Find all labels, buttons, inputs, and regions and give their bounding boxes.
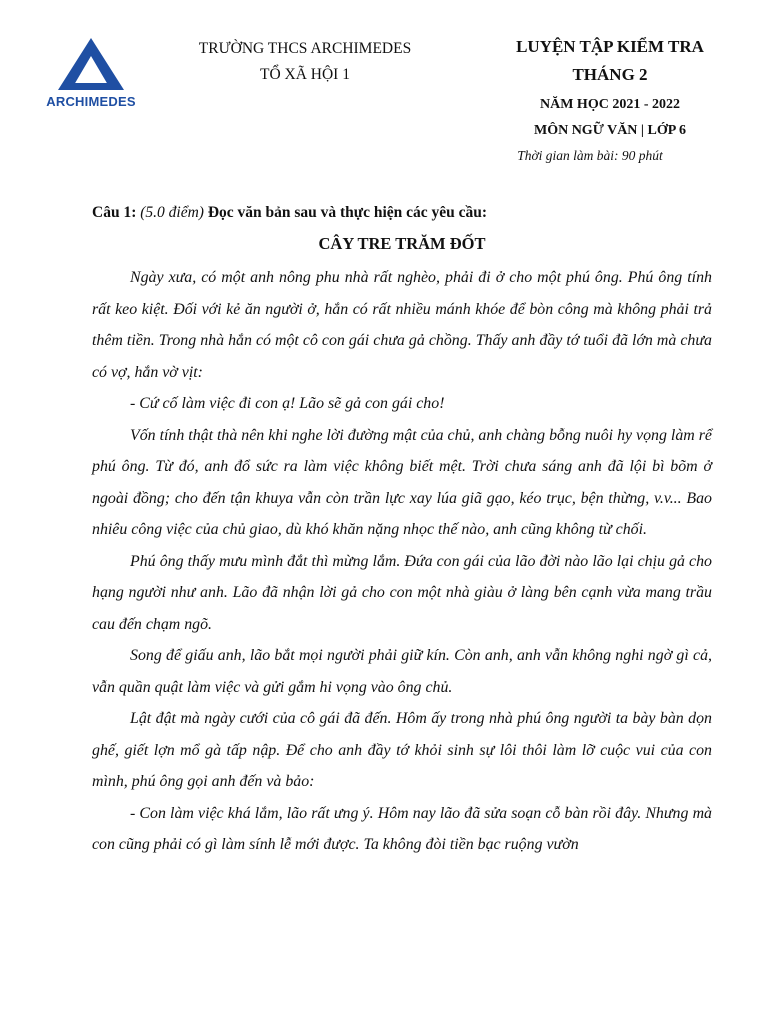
story-paragraph: - Con làm việc khá lắm, lão rất ưng ý. Hôm nay lão đã sửa soạn cỗ bàn rồi đây. Nhưng mà con cũng phải có gì làm sính lễ mới được. Ta không đòi tiền bạc ruộng vườn <box>92 804 712 853</box>
school-logo <box>38 36 144 114</box>
story-paragraph: Vốn tính thật thà nên khi nghe lời đường mật của chủ, anh chàng bỗng nuôi hy vọng làm rể phú ông. Từ đó, anh đổ sức ra làm việc không biết mệt. Trời chưa sáng anh đã lội bì bõm ở ngoài đồng; cho đến tận khuya vẫn còn trần lực xay lúa giã gạo, kéo trục, bện thừng, v.v... Bao nhiêu công việc của chủ giao, dù khó khăn nặng nhọc thế nào, anh cũng không từ chối. <box>92 426 712 538</box>
department-name: TỔ XÃ HỘI 1 <box>260 66 350 83</box>
story-paragraph: Song để giấu anh, lão bắt mọi người phải giữ kín. Còn anh, anh vẫn không nghi ngờ gì cả, vẫn quần quật làm việc và gửi gắm hi vọng vào ông chủ. <box>92 647 712 696</box>
subject-grade: MÔN NGỮ VĂN | LỚP 6 <box>533 123 687 138</box>
story-title: CÂY TRE TRĂM ĐỐT <box>318 234 486 253</box>
question-instruction: Đọc văn bản sau và thực hiện các yêu cầu: <box>207 204 488 221</box>
logo-text: ARCHIMEDES <box>46 94 136 109</box>
story-paragraph: Lật đật mà ngày cưới của cô gái đã đến. Hôm ấy trong nhà phú ông người ta bày bàn dọn ghế, giết lợn mổ gà tấp nập. Để cho anh đầy tớ khỏi sinh sự lôi thôi làm lỡ cuộc vui của con mình, phú ông gọi anh đến và bảo: <box>92 710 712 790</box>
school-year: NĂM HỌC 2021 - 2022 <box>540 97 680 112</box>
school-header <box>160 36 450 88</box>
archimedes-a-icon <box>38 36 144 96</box>
exam-month: THÁNG 2 <box>572 65 648 84</box>
exam-title: LUYỆN TẬP KIỂM TRA <box>516 37 704 56</box>
story-body <box>92 262 712 861</box>
story-paragraph: Ngày xưa, có một anh nông phu nhà rất nghèo, phải đi ở cho một phú ông. Phú ông tính rất keo kiệt. Đối với kẻ ăn người ở, hắn có rất nhiều mánh khóe để bòn công mà không phải trả thêm tiền. Trong nhà hắn có một cô con gái chưa gả chồng. Thấy anh đầy tớ tuổi đã lớn mà chưa có vợ, hắn vờ vịt: <box>92 269 712 381</box>
story-paragraph: - Cứ cố làm việc đi con ạ! Lão sẽ gả con gái cho! <box>130 395 445 412</box>
school-name: TRƯỜNG THCS ARCHIMEDES <box>198 40 412 57</box>
exam-duration: Thời gian làm bài: 90 phút <box>517 148 663 163</box>
question-label: Câu 1: <box>92 204 137 221</box>
question-points: (5.0 điểm) <box>140 204 204 221</box>
story-paragraph: Phú ông thấy mưu mình đắt thì mừng lắm. Đứa con gái của lão đời nào lão lại chịu gả cho hạng người như anh. Lão đã nhận lời gả cho con một nhà giàu ở làng bên cạnh vừa mang trầu cau đến chạm ngõ. <box>92 552 712 633</box>
question-heading <box>92 204 722 222</box>
exam-header <box>470 34 750 168</box>
